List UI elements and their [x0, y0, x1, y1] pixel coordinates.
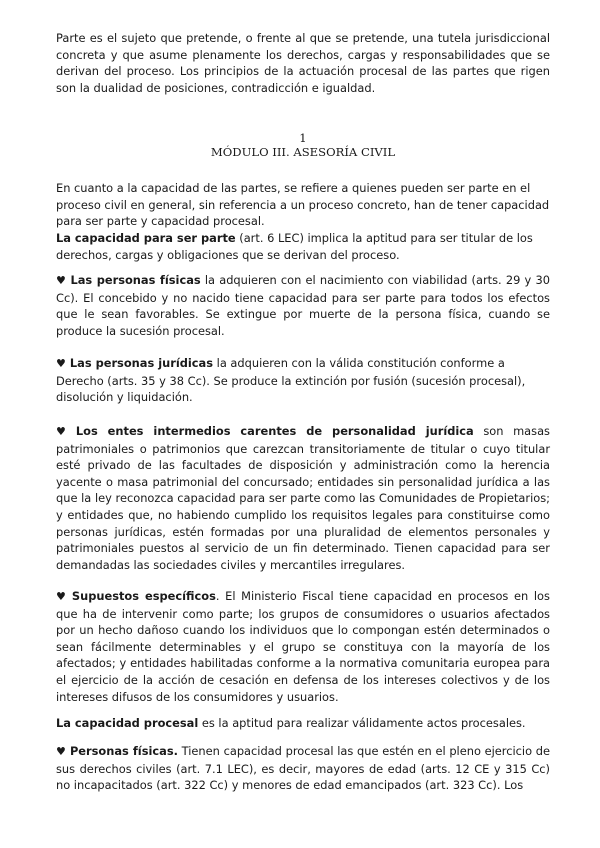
supuestos-text: . El Ministerio Fiscal tiene capacidad en procesos en los que ha de intervenir como parte; los grupos de consumidores o usuarios afectados por un hecho dañoso cuando los individuos que lo compongan estén determinados o sean fácilmente determinables y el grupo se constituya con la mayoría de los afectados; y entidades habilitadas conforme a la normativa comunitaria europea para el ejercicio de la acción de cesación en defensa de los intereses colectivos y de los intereses difusos de los consumidores y usuarios.	[56, 589, 550, 704]
capacidad-procesal-text: es la aptitud para realizar válidamente actos procesales.	[198, 716, 526, 730]
personas-fisicas-term: Las personas físicas	[70, 273, 201, 287]
intro-paragraph: Parte es el sujeto que pretende, o frente al que se pretende, una tutela jurisdiccional concreta y que asume plenamente los derechos, cargas y responsabilidades que se derivan del proceso. Los principios de la actuación procesal de las partes que rigen son la dualidad de posiciones, contradicción e igualdad.	[56, 31, 550, 95]
capacidad-parte-paragraph	[56, 230, 550, 263]
heart-bullet-icon: ♥	[56, 590, 68, 603]
entes-intermedios-term: Los entes intermedios carentes de personalidad jurídica	[75, 424, 474, 438]
capacidad-parte-term: La capacidad para ser parte	[56, 231, 236, 245]
capacidad-parte-text: (art. 6 LEC) implica la aptitud para ser titular de los derechos, cargas y obligaciones que se derivan del proceso.	[56, 231, 533, 262]
personas-juridicas-term: Las personas jurídicas	[69, 356, 214, 370]
personas-juridicas-text: la adquieren con la válida constitución conforme a Derecho (arts. 35 y 38 Cc). Se produce la extinción por fusión (sucesión procesal), disolución y liquidación.	[56, 356, 526, 405]
personas-fisicas-procesal-text: Tienen capacidad procesal las que estén en el pleno ejercicio de sus derechos civiles (art. 7.1 LEC), es decir, mayores de edad (arts. 12 CE y 315 Cc) no incapacitados (art. 322 Cc) y menores de edad emancipados (art. 323 Cc). Los	[56, 744, 550, 793]
personas-fisicas-text: la adquieren con el nacimiento con viabilidad (arts. 29 y 30 Cc). El concebido y no nacido tiene capacidad para ser parte para todos los efectos que le sean favorables. Se extingue por muerte de la persona física, cuando se produce la sucesión procesal.	[56, 273, 550, 338]
personas-fisicas-item	[56, 272, 550, 339]
personas-juridicas-item	[56, 355, 550, 406]
entes-intermedios-item	[56, 423, 550, 573]
heart-bullet-icon: ♥	[56, 274, 67, 287]
supuestos-term: Supuestos específicos	[71, 589, 216, 603]
capacidad-procesal-term: La capacidad procesal	[56, 716, 199, 730]
heart-bullet-icon: ♥	[56, 745, 66, 758]
capacidad-procesal-paragraph	[56, 715, 550, 732]
heart-bullet-icon: ♥	[56, 357, 66, 370]
page-number: 1	[299, 131, 307, 145]
entes-intermedios-text: son masas patrimoniales o patrimonios que carezcan transitoriamente de titular o cuyo titular esté privado de las facultades de disposición y administración como la herencia yacente o masa patrimonial del concursado; entidades sin personalidad jurídica a las que la ley reconozca capacidad para ser parte como las Comunidades de Propietarios; y entidades que, no habiendo cumplido los requisitos legales para constituirse como personas jurídicas, estén formadas por una pluralidad de elementos personales y patrimoniales puestos al servicio de un fin determinado. Tienen capacidad para ser demandadas las sociedades civiles y mercantiles irregulares.	[56, 424, 550, 572]
capacity-intro-paragraph: En cuanto a la capacidad de las partes, se refiere a quienes pueden ser parte en el proceso civil en general, sin referencia a un proceso concreto, han de tener capacidad para ser parte y capacidad procesal.	[56, 181, 550, 229]
personas-fisicas-procesal-term: Personas físicas.	[69, 744, 178, 758]
heart-bullet-icon: ♥	[56, 425, 72, 438]
personas-fisicas-procesal-item	[56, 743, 550, 794]
supuestos-item	[56, 588, 550, 705]
module-title: MÓDULO III. ASESORÍA CIVIL	[210, 145, 396, 159]
